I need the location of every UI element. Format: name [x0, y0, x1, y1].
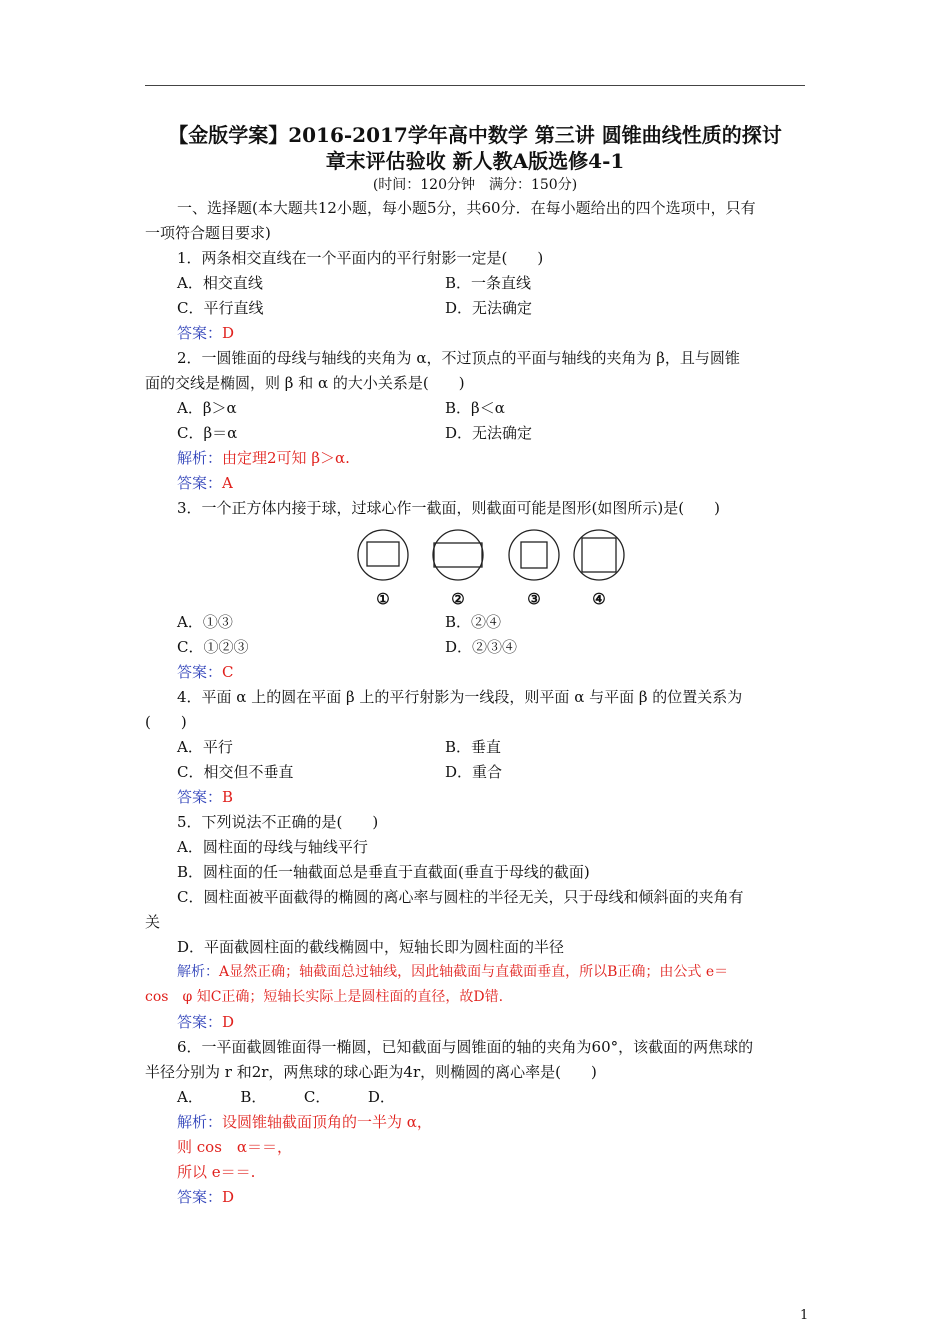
fig3-square: [521, 542, 547, 568]
q6-stem-line1: 6．一平面截圆锥面得一椭圆，已知截面与圆锥面的轴的夹角为60°，该截面的两焦球的: [177, 1038, 754, 1056]
q6-analysis-line2: 则 cos α＝＝，: [177, 1138, 293, 1156]
q3-option-a: A．①③: [177, 613, 233, 631]
q6-stem-line2: 半径分别为 r 和2r，两焦球的球心距为4r，则椭圆的离心率是( ): [145, 1063, 597, 1081]
q4-option-c: C．相交但不垂直: [177, 763, 294, 781]
page-title-line1: 【金版学案】2016-2017学年高中数学 第三讲 圆锥曲线性质的探讨: [168, 123, 782, 147]
answer-label: 答案：: [177, 663, 223, 681]
answer-value: D: [222, 324, 235, 342]
analysis-text: 由定理2可知 β＞α.: [222, 449, 350, 467]
q2-option-b: B．β＜α: [445, 399, 505, 417]
q2-stem-line1: 2．一圆锥面的母线与轴线的夹角为 α，不过顶点的平面与轴线的夹角为 β，且与圆锥: [177, 349, 740, 367]
fig1-circle: [358, 530, 408, 580]
q2-option-c: C．β＝α: [177, 424, 238, 442]
fig3-label: ③: [527, 590, 541, 608]
answer-label: 答案：: [177, 1188, 223, 1206]
q3-figure-svg: [340, 528, 630, 614]
q5-option-c-line2: 关: [145, 913, 161, 931]
fig4-square: [582, 538, 616, 572]
q5-option-a: A．圆柱面的母线与轴线平行: [177, 838, 368, 856]
q2-analysis: [177, 448, 350, 468]
fig1-label: ①: [376, 590, 390, 608]
q3-stem: 3．一个正方体内接于球，过球心作一截面，则截面可能是图形(如图所示)是( ): [177, 499, 720, 517]
page-subtitle: (时间：120分钟 满分：150分): [372, 177, 578, 193]
q3-option-b: B．②④: [445, 613, 502, 631]
section-intro-line2: 一项符合题目要求): [145, 224, 271, 242]
q2-stem-line2: 面的交线是椭圆，则 β 和 α 的大小关系是( ): [145, 374, 465, 392]
fig4-label: ④: [592, 590, 606, 608]
answer-label: 答案：: [177, 1013, 223, 1031]
fig3-circle: [509, 530, 559, 580]
answer-value: D: [222, 1013, 235, 1031]
q3-option-c: C．①②③: [177, 638, 249, 656]
fig1-rect: [367, 542, 399, 566]
fig2-circle: [433, 530, 483, 580]
q5-stem: 5．下列说法不正确的是( ): [177, 813, 379, 831]
page-number: 1: [800, 1308, 809, 1323]
q6-options: A． B． C． D．: [177, 1088, 395, 1106]
analysis-text: A显然正确；轴截面总过轴线，因此轴截面与直截面垂直，所以B正确；由公式 e＝: [219, 964, 729, 980]
q6-answer: [177, 1187, 234, 1207]
analysis-label: 解析：: [177, 964, 219, 980]
q4-option-b: B．垂直: [445, 738, 502, 756]
section-intro-line1: 一、选择题(本大题共12小题，每小题5分，共60分．在每小题给出的四个选项中，只有: [177, 199, 756, 217]
q2-answer: [177, 473, 233, 493]
q3-answer: [177, 662, 234, 682]
fig2-label: ②: [451, 590, 465, 608]
analysis-label: 解析：: [177, 1113, 223, 1131]
analysis-text: 设圆锥轴截面顶角的一半为 α，: [222, 1113, 432, 1131]
analysis-label: 解析：: [177, 449, 223, 467]
q4-option-d: D．重合: [445, 763, 503, 781]
answer-label: 答案：: [177, 474, 223, 492]
q1-option-a: A．相交直线: [177, 274, 263, 292]
answer-label: 答案：: [177, 324, 223, 342]
q4-stem-line2: ( ): [145, 713, 187, 731]
q1-option-d: D．无法确定: [445, 299, 533, 317]
q2-option-d: D．无法确定: [445, 424, 533, 442]
q5-option-c-line1: C．圆柱面被平面截得的椭圆的离心率与圆柱的半径无关，只于母线和倾斜面的夹角有: [177, 888, 744, 906]
q2-option-a: A．β＞α: [177, 399, 237, 417]
q5-analysis-line1: [177, 962, 728, 982]
q4-option-a: A．平行: [177, 738, 233, 756]
q6-analysis-line1: [177, 1112, 432, 1132]
q5-option-b: B．圆柱面的任一轴截面总是垂直于直截面(垂直于母线的截面): [177, 863, 590, 881]
q3-figure: [340, 528, 630, 614]
q5-answer: [177, 1012, 234, 1032]
q1-answer: [177, 323, 234, 343]
answer-value: D: [222, 1188, 235, 1206]
q6-analysis-line3: 所以 e＝＝.: [177, 1163, 256, 1181]
header-rule: [145, 85, 805, 86]
q4-answer: [177, 787, 233, 807]
q5-analysis-line2: cos φ 知C正确；短轴长实际上是圆柱面的直径，故D错.: [145, 989, 504, 1005]
fig2-rect: [434, 543, 482, 567]
answer-value: C: [222, 663, 234, 681]
q1-option-c: C．平行直线: [177, 299, 264, 317]
answer-label: 答案：: [177, 788, 223, 806]
q3-option-d: D．②③④: [445, 638, 518, 656]
q1-option-b: B．一条直线: [445, 274, 532, 292]
answer-value: A: [222, 474, 233, 492]
q4-stem-line1: 4．平面 α 上的圆在平面 β 上的平行射影为一线段，则平面 α 与平面 β 的位置关系为: [177, 688, 743, 706]
answer-value: B: [222, 788, 234, 806]
page-title-line2: 章末评估验收 新人教A版选修4-1: [325, 149, 625, 173]
q5-option-d: D．平面截圆柱面的截线椭圆中，短轴长即为圆柱面的半径: [177, 938, 565, 956]
q1-stem: 1．两条相交直线在一个平面内的平行射影一定是( ): [177, 249, 544, 267]
